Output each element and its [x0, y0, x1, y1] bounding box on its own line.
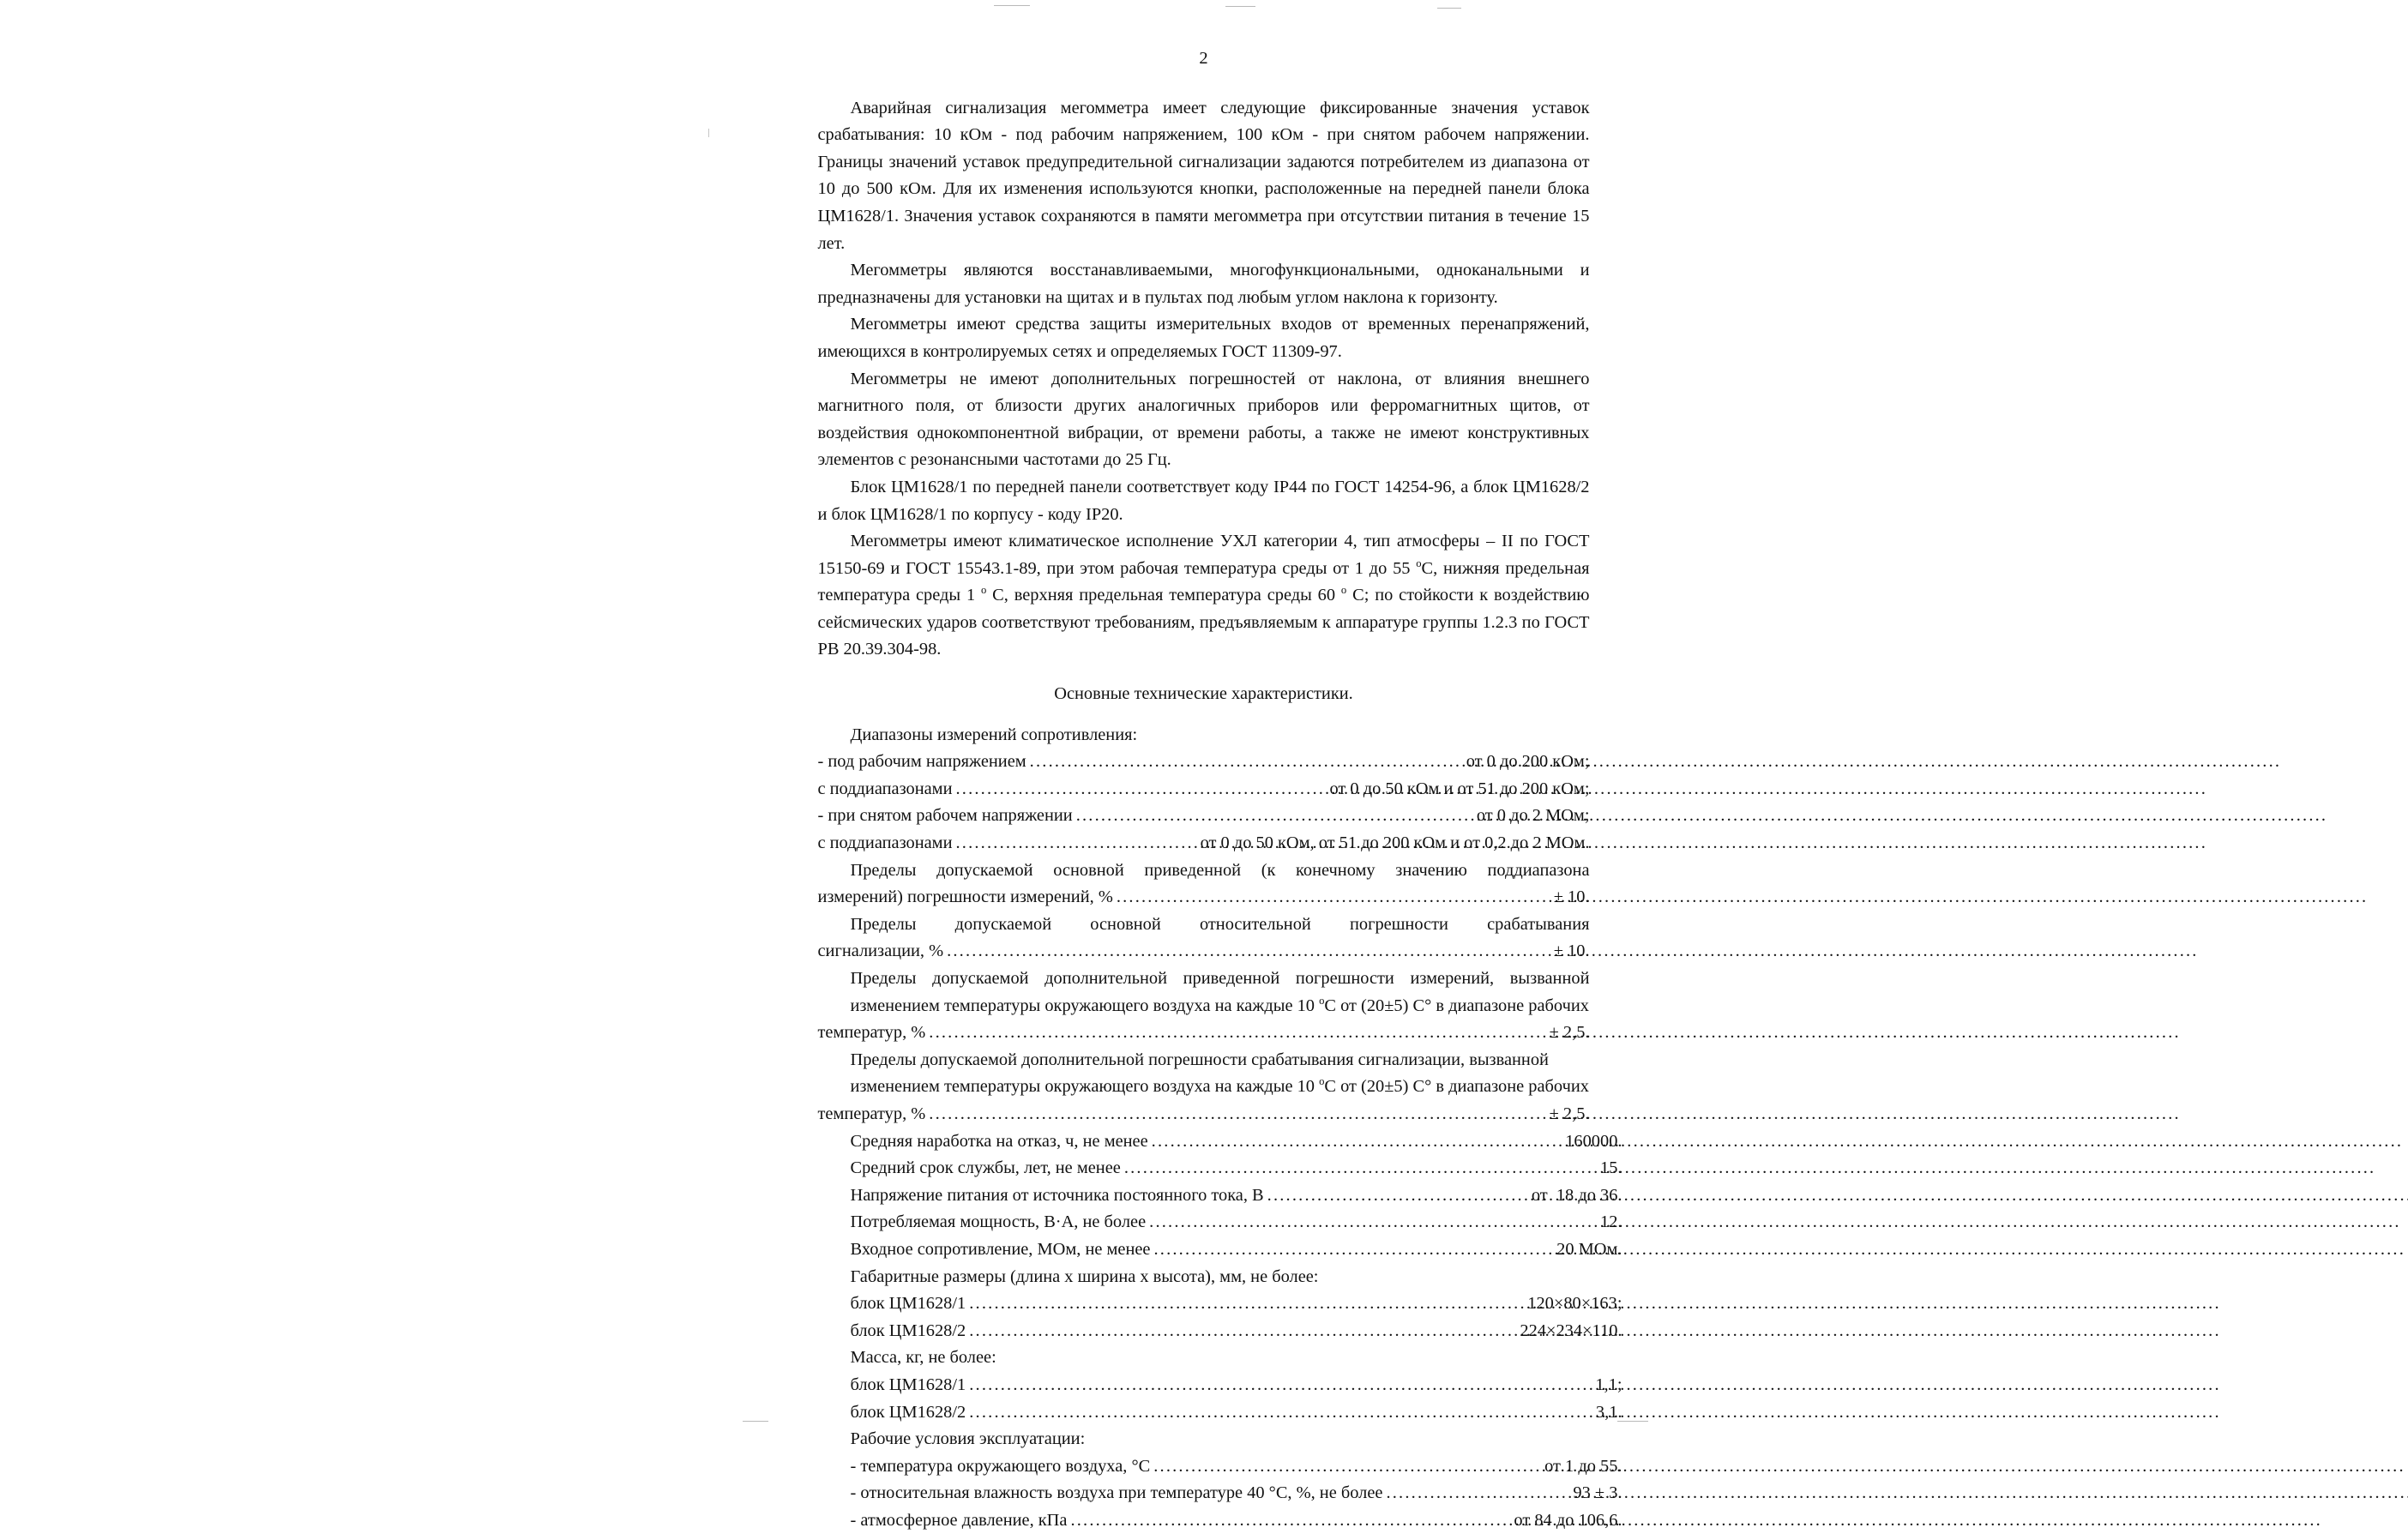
spec-label: с поддиапазонами: [817, 833, 953, 853]
spec-row: [818, 1399, 1622, 1427]
document-page: [689, 0, 1719, 1530]
spec-head-line: Пределы допускаемой основной относительной погрешности срабатывания: [850, 914, 1590, 934]
spec-value: 20 МОм.: [1556, 1239, 1622, 1259]
dot-leader: [969, 1290, 1525, 1318]
spec-value: 3,1.: [1595, 1402, 1622, 1422]
spec-value: от 0 до 50 кОм, от 51 до 200 кОм и от 0,2 до 2 МОм.: [1200, 833, 1590, 853]
paragraph-input-protection: Мегомметры имеют средства защиты измерительных входов от временных перенапряжений, имеющихся в контролируемых сетях и определяемых ГОСТ 11309-97.: [817, 315, 1590, 361]
spec-label: Потребляемая мощность, В·А, не более: [850, 1212, 1147, 1232]
spec-row: [818, 938, 1590, 966]
climate-part-2: С, нижняя предельная температура среды 1: [817, 558, 1590, 605]
dot-leader: [969, 1318, 1517, 1345]
dot-leader: [1149, 1209, 1598, 1236]
dot-leader: [969, 1399, 1593, 1427]
mass-heading: Масса, кг, не более:: [850, 1348, 996, 1368]
spec-value: 93 ± 3.: [1573, 1483, 1622, 1503]
degree-sign-icon: о: [1319, 994, 1325, 1007]
spec-head-line-2: [818, 993, 1590, 1020]
temp-measure-part-2: С от (20±5) С° в диапазоне рабочих: [1324, 996, 1589, 1015]
temp-measure-part-1: изменением температуры окружающего воздуха на каждые 10: [850, 996, 1320, 1015]
spec-value: 224×234×110.: [1520, 1320, 1622, 1340]
spec-value: 1,1;: [1595, 1375, 1622, 1394]
dot-leader: [929, 1101, 1546, 1128]
spec-value: ± 2,5.: [1549, 1104, 1590, 1123]
spec-value: от 0 до 2 МОм;: [1476, 806, 1590, 826]
degree-sign-2: о: [981, 584, 987, 597]
spec-label: - относительная влажность воздуха при температуре 40 °С, %, не более: [850, 1483, 1383, 1503]
spec-row: [818, 1372, 1622, 1399]
paragraph-alarm-setpoints: Аварийная сигнализация мегомметра имеет следующие фиксированные значения уставок срабатывания: 10 кОм - под рабочим напряжением, 100 кОм - при снятом рабочем напряжении. Границы значений уставок предупредительной сигнализации задаются потребителем из диапазона от 10 до 500 кОм. Для их изменения используются кнопки, расположенные на передней панели блока ЦМ1628/1. Значения уставок сохраняются в памяти мегомметра при отсутствии питания в течение 15 лет.: [817, 98, 1590, 253]
dot-leader: [1152, 1128, 1563, 1156]
spec-value: от 0 до 200 кОм;: [1466, 752, 1590, 772]
section-title-specifications: Основные технические характеристики.: [1054, 684, 1353, 704]
dot-leader: [969, 1372, 1592, 1399]
dot-leader: [1117, 884, 1551, 911]
spec-row: [818, 1101, 1590, 1128]
climate-part-3: С, верхняя предельная температура среды 60: [986, 586, 1341, 605]
dot-leader: [1070, 1507, 1511, 1534]
spec-label: измерений) погрешности измерений, %: [817, 887, 1113, 907]
spec-row: [818, 1155, 1622, 1182]
dot-leader: [1153, 1453, 1542, 1481]
spec-value: ± 10.: [1553, 887, 1590, 907]
spec-value: 15.: [1600, 1158, 1622, 1178]
paragraph-repairability: Мегомметры являются восстанавливаемыми, многофункциональными, одноканальными и предназначены для установки на щитах и в пультах под любым углом наклона к горизонту.: [817, 261, 1590, 307]
spec-label: блок ЦМ1628/1: [850, 1294, 966, 1314]
scan-artifacts-top: [689, 0, 1719, 12]
dot-leader: [1076, 803, 1474, 830]
paragraph-climate: [818, 528, 1590, 664]
temp-alarm-part-2: С от (20±5) С° в диапазоне рабочих: [1324, 1077, 1589, 1097]
spec-value: от 84 до 106,6.: [1514, 1510, 1622, 1530]
spec-row: [818, 1453, 1622, 1481]
spec-row: [818, 884, 1590, 911]
temp-alarm-part-1: изменением температуры окружающего воздуха на каждые 10: [850, 1077, 1320, 1097]
spec-label: температур, %: [817, 1104, 926, 1123]
dimensions-heading: Габаритные размеры (длина х ширина х высота), мм, не более:: [850, 1266, 1319, 1286]
spec-row: [818, 1480, 1622, 1507]
spec-head-line: Пределы допускаемой дополнительной приведенной погрешности измерений, вызванной: [850, 969, 1590, 988]
paragraph-no-additional-errors: Мегомметры не имеют дополнительных погрешностей от наклона, от влияния внешнего магнитного поля, от близости других аналогичных приборов или ферромагнитных щитов, от воздействия однокомпонентной вибрации, от времени работы, а также не имеют конструктивных элементов с резонансными частотами до 25 Гц.: [817, 369, 1590, 470]
spec-value: от 0 до 50 кОм и от 51 до 200 кОм;: [1329, 779, 1590, 798]
spec-head-line: Пределы допускаемой дополнительной погрешности срабатывания сигнализации, вызванной: [850, 1050, 1549, 1069]
paragraph-ip-codes: Блок ЦМ1628/1 по передней панели соответствует коду IP44 по ГОСТ 14254-96, а блок ЦМ1628/2 и блок ЦМ1628/1 по корпусу - коду IP20.: [817, 477, 1590, 524]
spec-label: блок ЦМ1628/2: [850, 1320, 966, 1340]
degree-sign-icon: о: [1319, 1075, 1325, 1088]
page-number: 2: [1199, 49, 1208, 68]
dot-leader: [947, 938, 1551, 966]
spec-value: от 18 до 36.: [1531, 1185, 1622, 1205]
spec-row: [818, 1209, 1622, 1236]
dot-leader: [1124, 1155, 1598, 1182]
spec-label: с поддиапазонами: [817, 779, 953, 798]
spec-label: - температура окружающего воздуха, °С: [850, 1456, 1151, 1476]
scan-tick-left: [708, 129, 709, 137]
spec-row: [818, 1507, 1622, 1534]
dot-leader: [929, 1020, 1546, 1047]
degree-sign-1: о: [1416, 556, 1422, 569]
spec-label: Входное сопротивление, МОм, не менее: [850, 1239, 1151, 1259]
spec-row: [818, 803, 1590, 830]
spec-accuracy-reduced: [818, 857, 1590, 911]
spec-accuracy-relative: [818, 911, 1590, 966]
spec-temp-alarm: [818, 1047, 1590, 1128]
climate-part-1: Мегомметры имеют климатическое исполнение УХЛ категории 4, тип атмосферы – II по ГОСТ 15150-69 и ГОСТ 15543.1-89, при этом рабочая температура среды от 1 до 55: [817, 532, 1590, 578]
spec-value: 160000.: [1565, 1131, 1622, 1151]
spec-head-line: Пределы допускаемой основной приведенной (к конечному значению поддиапазона: [850, 860, 1590, 880]
spec-label: - атмосферное давление, кПа: [850, 1510, 1068, 1530]
spec-row: [818, 776, 1590, 803]
spec-value: от 1 до 55.: [1544, 1456, 1622, 1476]
spec-label: Средняя наработка на отказ, ч, не менее: [850, 1131, 1148, 1151]
page-content: [817, 48, 1622, 1534]
spec-label: - под рабочим напряжением: [817, 752, 1026, 772]
spec-label: температур, %: [817, 1023, 926, 1043]
spec-row: [818, 1182, 1622, 1210]
spec-temp-measure: [818, 966, 1590, 1047]
spec-value: ± 2,5.: [1549, 1023, 1590, 1043]
spec-value: ± 10.: [1553, 941, 1590, 961]
spec-row: [818, 1290, 1622, 1318]
spec-label: - при снятом рабочем напряжении: [817, 806, 1073, 826]
spec-label: Напряжение питания от источника постоянного тока, В: [850, 1185, 1264, 1205]
spec-value: 120×80×163;: [1527, 1294, 1622, 1314]
spec-row: [818, 830, 1590, 857]
spec-row: [818, 1318, 1622, 1345]
spec-head-line-2: [818, 1074, 1590, 1101]
specifications-list: [817, 722, 1622, 1534]
spec-row: [818, 749, 1590, 776]
spec-label: Средний срок службы, лет, не менее: [850, 1158, 1121, 1178]
spec-label: блок ЦМ1628/1: [850, 1375, 966, 1394]
dot-leader: [1267, 1182, 1529, 1210]
dot-leader: [1386, 1480, 1570, 1507]
spec-row: [818, 1020, 1590, 1047]
climate-part-4: С; по стойкости к воздействию сейсмических ударов соответствуют требованиям, предъявляемым к аппаратуре группы 1.2.3 по ГОСТ РВ 20.39.304-98.: [817, 586, 1590, 659]
dot-leader: [1153, 1236, 1554, 1264]
spec-row: [818, 1236, 1622, 1264]
dot-leader: [955, 830, 1197, 857]
dot-leader: [955, 776, 1327, 803]
dot-leader: [1030, 749, 1464, 776]
degree-sign-3: о: [1340, 584, 1347, 597]
spec-row: [818, 1128, 1622, 1156]
conditions-heading: Рабочие условия эксплуатации:: [850, 1429, 1086, 1449]
ranges-heading: Диапазоны измерений сопротивления:: [850, 725, 1138, 744]
spec-value: 12.: [1600, 1212, 1622, 1232]
spec-label: сигнализации, %: [817, 941, 944, 961]
spec-label: блок ЦМ1628/2: [850, 1402, 966, 1422]
